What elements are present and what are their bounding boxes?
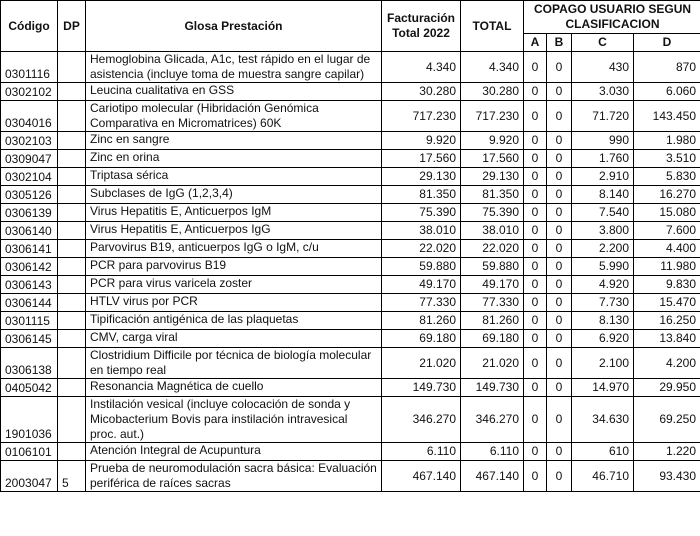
cell-codigo: 0304016 (1, 101, 58, 132)
header-glosa: Glosa Prestación (86, 1, 382, 52)
cell-total: 38.010 (461, 222, 524, 240)
cell-total: 717.230 (461, 101, 524, 132)
cell-glosa: HTLV virus por PCR (86, 294, 382, 312)
cell-copago-c: 4.920 (572, 276, 634, 294)
cell-glosa: Virus Hepatitis E, Anticuerpos IgG (86, 222, 382, 240)
table-row (1, 461, 700, 492)
cell-dp (58, 52, 86, 83)
cell-codigo: 0305126 (1, 186, 58, 204)
cell-copago-b: 0 (547, 240, 572, 258)
cell-dp (58, 240, 86, 258)
cell-codigo: 0302104 (1, 168, 58, 186)
cell-copago-c: 2.100 (572, 348, 634, 379)
cell-total: 346.270 (461, 397, 524, 443)
cell-codigo: 0309047 (1, 150, 58, 168)
cell-copago-d: 1.220 (634, 443, 700, 461)
cell-copago-b: 0 (547, 379, 572, 397)
table-row (1, 240, 700, 258)
cell-codigo: 0302103 (1, 132, 58, 150)
cell-copago-b: 0 (547, 443, 572, 461)
cell-facturacion: 77.330 (382, 294, 461, 312)
cell-copago-b: 0 (547, 204, 572, 222)
cell-copago-b: 0 (547, 397, 572, 443)
cell-copago-b: 0 (547, 461, 572, 492)
table-row (1, 379, 700, 397)
cell-glosa: Hemoglobina Glicada, A1c, test rápido en el lugar de asistencia (incluye toma de muestra sangre capilar) (86, 52, 382, 83)
cell-copago-c: 14.970 (572, 379, 634, 397)
cell-copago-a: 0 (524, 186, 547, 204)
cell-dp (58, 379, 86, 397)
cell-glosa: Parvovirus B19, anticuerpos IgG o IgM, c/u (86, 240, 382, 258)
cell-copago-d: 7.600 (634, 222, 700, 240)
cell-copago-a: 0 (524, 276, 547, 294)
cell-copago-a: 0 (524, 240, 547, 258)
table-row (1, 52, 700, 83)
cell-facturacion: 29.130 (382, 168, 461, 186)
cell-copago-a: 0 (524, 132, 547, 150)
cell-copago-a: 0 (524, 150, 547, 168)
cell-dp (58, 443, 86, 461)
header-d: D (634, 34, 700, 52)
cell-dp (58, 132, 86, 150)
cell-copago-d: 870 (634, 52, 700, 83)
cell-copago-b: 0 (547, 168, 572, 186)
cell-total: 4.340 (461, 52, 524, 83)
cell-copago-b: 0 (547, 276, 572, 294)
cell-glosa: Triptasa sérica (86, 168, 382, 186)
cell-dp (58, 204, 86, 222)
cell-dp (58, 186, 86, 204)
cell-codigo: 0301115 (1, 312, 58, 330)
cell-copago-c: 2.200 (572, 240, 634, 258)
cell-facturacion: 346.270 (382, 397, 461, 443)
cell-total: 75.390 (461, 204, 524, 222)
cell-glosa: PCR para parvovirus B19 (86, 258, 382, 276)
cell-facturacion: 22.020 (382, 240, 461, 258)
cell-codigo: 0306139 (1, 204, 58, 222)
cell-copago-a: 0 (524, 83, 547, 101)
cell-total: 81.260 (461, 312, 524, 330)
table-row (1, 397, 700, 443)
cell-copago-d: 29.950 (634, 379, 700, 397)
cell-total: 69.180 (461, 330, 524, 348)
cell-copago-d: 3.510 (634, 150, 700, 168)
header-total: TOTAL (461, 1, 524, 52)
cell-copago-c: 7.540 (572, 204, 634, 222)
cell-copago-d: 143.450 (634, 101, 700, 132)
cell-codigo: 0306142 (1, 258, 58, 276)
cell-codigo: 0301116 (1, 52, 58, 83)
cell-facturacion: 81.350 (382, 186, 461, 204)
cell-copago-b: 0 (547, 258, 572, 276)
cell-glosa: Virus Hepatitis E, Anticuerpos IgM (86, 204, 382, 222)
cell-copago-b: 0 (547, 150, 572, 168)
table-row (1, 330, 700, 348)
cell-glosa: Tipificación antigénica de las plaquetas (86, 312, 382, 330)
cell-codigo: 0306140 (1, 222, 58, 240)
cell-copago-a: 0 (524, 443, 547, 461)
header-b: B (547, 34, 572, 52)
cell-copago-b: 0 (547, 186, 572, 204)
cell-copago-d: 11.980 (634, 258, 700, 276)
cell-glosa: Resonancia Magnética de cuello (86, 379, 382, 397)
cell-copago-c: 8.140 (572, 186, 634, 204)
cell-copago-a: 0 (524, 258, 547, 276)
cell-copago-b: 0 (547, 222, 572, 240)
cell-copago-c: 610 (572, 443, 634, 461)
cell-glosa: Cariotipo molecular (Hibridación Genómica Comparativa en Micromatrices) 60K (86, 101, 382, 132)
table-row (1, 204, 700, 222)
header-copago: COPAGO USUARIO SEGUN CLASIFICACION (524, 1, 700, 34)
cell-glosa: Clostridium Difficile por técnica de biología molecular en tiempo real (86, 348, 382, 379)
header-codigo: Código (1, 1, 58, 52)
cell-copago-c: 2.910 (572, 168, 634, 186)
cell-copago-c: 990 (572, 132, 634, 150)
cell-copago-b: 0 (547, 52, 572, 83)
cell-total: 149.730 (461, 379, 524, 397)
cell-copago-d: 5.830 (634, 168, 700, 186)
cell-facturacion: 59.880 (382, 258, 461, 276)
cell-copago-c: 6.920 (572, 330, 634, 348)
table-row (1, 294, 700, 312)
cell-codigo: 0306145 (1, 330, 58, 348)
cell-facturacion: 30.280 (382, 83, 461, 101)
cell-copago-a: 0 (524, 222, 547, 240)
cell-total: 30.280 (461, 83, 524, 101)
table-row (1, 83, 700, 101)
cell-copago-a: 0 (524, 52, 547, 83)
cell-facturacion: 4.340 (382, 52, 461, 83)
table-row (1, 168, 700, 186)
cell-dp (58, 397, 86, 443)
cell-dp (58, 312, 86, 330)
cell-glosa: Prueba de neuromodulación sacra básica: Evaluación periférica de raíces sacras (86, 461, 382, 492)
table-row (1, 258, 700, 276)
cell-dp (58, 168, 86, 186)
cell-dp (58, 150, 86, 168)
cell-total: 6.110 (461, 443, 524, 461)
cell-copago-c: 34.630 (572, 397, 634, 443)
table-body (1, 52, 700, 492)
cell-total: 77.330 (461, 294, 524, 312)
table-row (1, 101, 700, 132)
cell-copago-d: 4.400 (634, 240, 700, 258)
cell-copago-c: 5.990 (572, 258, 634, 276)
cell-copago-b: 0 (547, 294, 572, 312)
cell-total: 467.140 (461, 461, 524, 492)
cell-copago-c: 430 (572, 52, 634, 83)
cell-dp (58, 222, 86, 240)
cell-dp (58, 83, 86, 101)
cell-glosa: Leucina cualitativa en GSS (86, 83, 382, 101)
cell-dp (58, 276, 86, 294)
header-dp: DP (58, 1, 86, 52)
table-row (1, 132, 700, 150)
cell-codigo: 0302102 (1, 83, 58, 101)
cell-glosa: PCR para virus varicela zoster (86, 276, 382, 294)
cell-codigo: 0306143 (1, 276, 58, 294)
cell-glosa: Atención Integral de Acupuntura (86, 443, 382, 461)
cell-copago-a: 0 (524, 312, 547, 330)
table-row (1, 276, 700, 294)
table-row (1, 312, 700, 330)
cell-copago-a: 0 (524, 397, 547, 443)
cell-facturacion: 49.170 (382, 276, 461, 294)
table-row (1, 186, 700, 204)
cell-copago-a: 0 (524, 379, 547, 397)
cell-total: 29.130 (461, 168, 524, 186)
cell-copago-d: 69.250 (634, 397, 700, 443)
cell-dp (58, 348, 86, 379)
cell-copago-a: 0 (524, 294, 547, 312)
cell-copago-b: 0 (547, 348, 572, 379)
cell-facturacion: 69.180 (382, 330, 461, 348)
cell-copago-a: 0 (524, 461, 547, 492)
cell-facturacion: 75.390 (382, 204, 461, 222)
cell-codigo: 1901036 (1, 397, 58, 443)
cell-copago-c: 3.800 (572, 222, 634, 240)
cell-copago-d: 6.060 (634, 83, 700, 101)
cell-dp: 5 (58, 461, 86, 492)
cell-facturacion: 21.020 (382, 348, 461, 379)
cell-copago-a: 0 (524, 348, 547, 379)
cell-dp (58, 101, 86, 132)
cell-glosa: CMV, carga viral (86, 330, 382, 348)
cell-total: 21.020 (461, 348, 524, 379)
cell-copago-b: 0 (547, 83, 572, 101)
cell-codigo: 0306141 (1, 240, 58, 258)
header-a: A (524, 34, 547, 52)
cell-total: 59.880 (461, 258, 524, 276)
cell-copago-c: 1.760 (572, 150, 634, 168)
table-row (1, 222, 700, 240)
cell-copago-b: 0 (547, 330, 572, 348)
cell-codigo: 0405042 (1, 379, 58, 397)
cell-copago-d: 4.200 (634, 348, 700, 379)
header-row (1, 1, 700, 34)
cell-codigo: 0106101 (1, 443, 58, 461)
cell-facturacion: 149.730 (382, 379, 461, 397)
table-row (1, 150, 700, 168)
cell-total: 22.020 (461, 240, 524, 258)
cell-codigo: 0306138 (1, 348, 58, 379)
cell-copago-d: 93.430 (634, 461, 700, 492)
cell-facturacion: 9.920 (382, 132, 461, 150)
cell-copago-d: 1.980 (634, 132, 700, 150)
cell-facturacion: 717.230 (382, 101, 461, 132)
cell-copago-a: 0 (524, 330, 547, 348)
cell-total: 9.920 (461, 132, 524, 150)
cell-copago-a: 0 (524, 101, 547, 132)
cell-copago-d: 15.470 (634, 294, 700, 312)
cell-total: 49.170 (461, 276, 524, 294)
cell-facturacion: 38.010 (382, 222, 461, 240)
cell-copago-d: 13.840 (634, 330, 700, 348)
table-row (1, 443, 700, 461)
cell-glosa: Zinc en orina (86, 150, 382, 168)
cell-dp (58, 258, 86, 276)
cell-glosa: Zinc en sangre (86, 132, 382, 150)
header-facturacion: Facturación Total 2022 (382, 1, 461, 52)
cell-copago-c: 46.710 (572, 461, 634, 492)
cell-total: 81.350 (461, 186, 524, 204)
cell-codigo: 2003047 (1, 461, 58, 492)
cell-copago-b: 0 (547, 101, 572, 132)
cell-copago-c: 71.720 (572, 101, 634, 132)
header-c: C (572, 34, 634, 52)
cell-facturacion: 81.260 (382, 312, 461, 330)
cell-copago-b: 0 (547, 312, 572, 330)
cell-total: 17.560 (461, 150, 524, 168)
cell-facturacion: 467.140 (382, 461, 461, 492)
cell-copago-b: 0 (547, 132, 572, 150)
cell-dp (58, 294, 86, 312)
cell-copago-d: 16.270 (634, 186, 700, 204)
cell-copago-d: 9.830 (634, 276, 700, 294)
cell-glosa: Instilación vesical (incluye colocación de sonda y Micobacterium Bovis para instilación intravesical proc. aut.) (86, 397, 382, 443)
cell-copago-d: 15.080 (634, 204, 700, 222)
cell-glosa: Subclases de IgG (1,2,3,4) (86, 186, 382, 204)
table-row (1, 348, 700, 379)
cell-copago-c: 8.130 (572, 312, 634, 330)
cell-codigo: 0306144 (1, 294, 58, 312)
cell-copago-c: 3.030 (572, 83, 634, 101)
cell-copago-a: 0 (524, 204, 547, 222)
cell-copago-a: 0 (524, 168, 547, 186)
cell-copago-d: 16.250 (634, 312, 700, 330)
cell-facturacion: 17.560 (382, 150, 461, 168)
cell-dp (58, 330, 86, 348)
cell-copago-c: 7.730 (572, 294, 634, 312)
cell-facturacion: 6.110 (382, 443, 461, 461)
